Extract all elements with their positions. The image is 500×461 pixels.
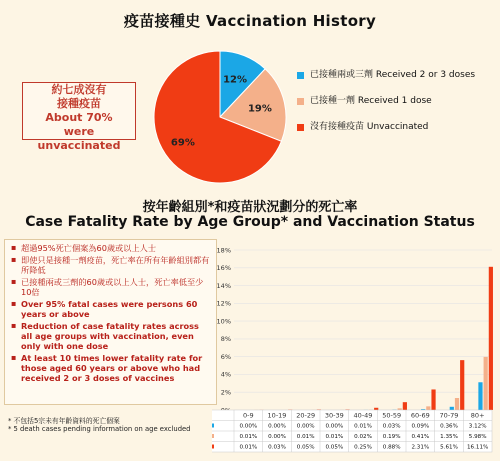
y-tick-label: 18%	[216, 246, 231, 255]
data-label: 5.98%	[468, 434, 487, 441]
callout-zh-line-1: 約七成沒有	[51, 83, 107, 96]
y-tick-label: 8%	[220, 335, 231, 344]
finding-item: ▪ At least 10 times lower fatality rate for those aged 60 years or above who had received 2 or 3 doses of vaccines	[9, 353, 212, 383]
pie-label-one-dose: 19%	[247, 103, 272, 115]
callout-en-line-2: were unvaccinated	[37, 125, 121, 152]
unvaccinated-callout	[22, 82, 136, 152]
bar-chart-title	[0, 200, 500, 230]
pie-legend-item	[297, 88, 475, 114]
y-tick-label: 14%	[216, 281, 231, 290]
bar	[489, 267, 493, 410]
bar	[455, 398, 459, 410]
finding-item: ▪ 即使只是接種一劑疫苗，死亡率在所有年齡組別都有所降低	[9, 255, 212, 275]
callout-zh-line-2: 接種疫苗	[57, 97, 101, 110]
legend-label-unvaccinated: 沒有接種疫苗 Unvaccinated	[310, 121, 429, 132]
data-label: 0.03%	[268, 444, 286, 451]
bar	[374, 408, 378, 410]
bar-chart	[212, 238, 498, 460]
legend-swatch-two-doses	[297, 72, 304, 79]
pie-chart-title: 疫苗接種史 Vaccination History	[123, 12, 377, 30]
footnote	[8, 417, 198, 433]
data-label: 0.00%	[239, 423, 258, 430]
data-label: 3.12%	[468, 423, 487, 430]
data-label: 0.00%	[296, 423, 315, 430]
data-label: 1.35%	[440, 434, 458, 441]
x-category-label: 70-79	[439, 411, 459, 420]
table-series-swatch	[212, 424, 214, 428]
data-label: 0.00%	[325, 423, 344, 430]
x-category-label: 80+	[470, 411, 485, 420]
legend-swatch-one-dose	[297, 98, 304, 105]
pie-label-two-doses: 12%	[223, 74, 248, 86]
data-label: 0.00%	[268, 434, 286, 441]
data-label: 0.02%	[354, 434, 372, 441]
pie-legend	[297, 62, 475, 140]
pie-label-unvaccinated: 69%	[170, 137, 195, 149]
bar	[403, 402, 407, 410]
table-series-swatch	[212, 445, 214, 449]
data-label: 0.01%	[239, 444, 258, 451]
data-label: 2.31%	[411, 444, 430, 451]
legend-swatch-unvaccinated	[297, 124, 304, 131]
data-label: 0.01%	[296, 434, 315, 441]
bar	[478, 382, 482, 410]
y-tick-label: 16%	[216, 264, 231, 273]
data-label: 0.25%	[354, 444, 372, 451]
data-label: 0.36%	[440, 423, 458, 430]
data-label: 0.09%	[411, 423, 430, 430]
y-tick-label: 10%	[216, 317, 231, 326]
x-category-label: 20-29	[296, 411, 316, 420]
finding-item: ▪ 已接種兩或三劑的60歲或以上人士，死亡率低至少10倍	[9, 277, 212, 297]
pie-legend-item	[297, 62, 475, 88]
data-label: 0.41%	[411, 434, 430, 441]
table-series-swatch	[212, 434, 214, 438]
callout-en-line-1: About 70%	[45, 111, 113, 124]
data-label: 5.61%	[440, 444, 458, 451]
data-label: 0.19%	[382, 434, 401, 441]
data-label: 0.00%	[268, 423, 286, 430]
y-tick-label: 6%	[220, 352, 231, 361]
data-label: 16.11%	[466, 444, 489, 451]
y-tick-label: 4%	[220, 370, 231, 379]
footnote-zh: * 不包括5宗未有年齡資料的死亡個案	[8, 417, 120, 425]
bar	[460, 360, 464, 410]
legend-label-two-doses: 已接種兩或三劑 Received 2 or 3 doses	[310, 69, 476, 80]
x-category-label: 50-59	[382, 411, 402, 420]
bar	[484, 357, 488, 410]
bar	[431, 389, 435, 410]
pie-chart	[150, 42, 290, 192]
y-tick-label: 12%	[216, 299, 231, 308]
finding-item: ▪ 超過95%死亡個案為60歲或以上人士	[9, 243, 212, 253]
legend-label-one-dose: 已接種一劑 Received 1 dose	[310, 95, 432, 106]
bar	[398, 408, 402, 410]
x-category-label: 30-39	[324, 411, 344, 420]
footnote-en: * 5 death cases pending information on age excluded	[8, 425, 191, 433]
data-label: 0.03%	[382, 423, 401, 430]
bar	[450, 407, 454, 410]
x-category-label: 60-69	[410, 411, 430, 420]
y-tick-label: 2%	[220, 388, 231, 397]
data-label: 0.05%	[325, 444, 344, 451]
finding-item: ▪ Reduction of case fatality rates across all age groups with vaccination, even only with one dose	[9, 321, 212, 351]
x-category-label: 0-9	[243, 411, 254, 420]
bar-chart-title-zh: 按年齡組別*和疫苗狀況劃分的死亡率	[142, 200, 358, 215]
data-label: 0.05%	[296, 444, 315, 451]
finding-item: ▪ Over 95% fatal cases were persons 60 years or above	[9, 299, 212, 319]
data-label: 0.01%	[325, 434, 344, 441]
bar	[426, 406, 430, 410]
data-label: 0.01%	[354, 423, 372, 430]
bar-chart-title-en: Case Fatality Rate by Age Group* and Vaccination Status	[25, 214, 475, 230]
key-findings-list	[5, 240, 216, 383]
pie-legend-item	[297, 114, 475, 140]
x-category-label: 10-19	[267, 411, 287, 420]
data-label: 0.01%	[239, 434, 258, 441]
x-category-label: 40-49	[353, 411, 373, 420]
data-label: 0.88%	[382, 444, 401, 451]
key-findings-panel	[4, 239, 217, 405]
